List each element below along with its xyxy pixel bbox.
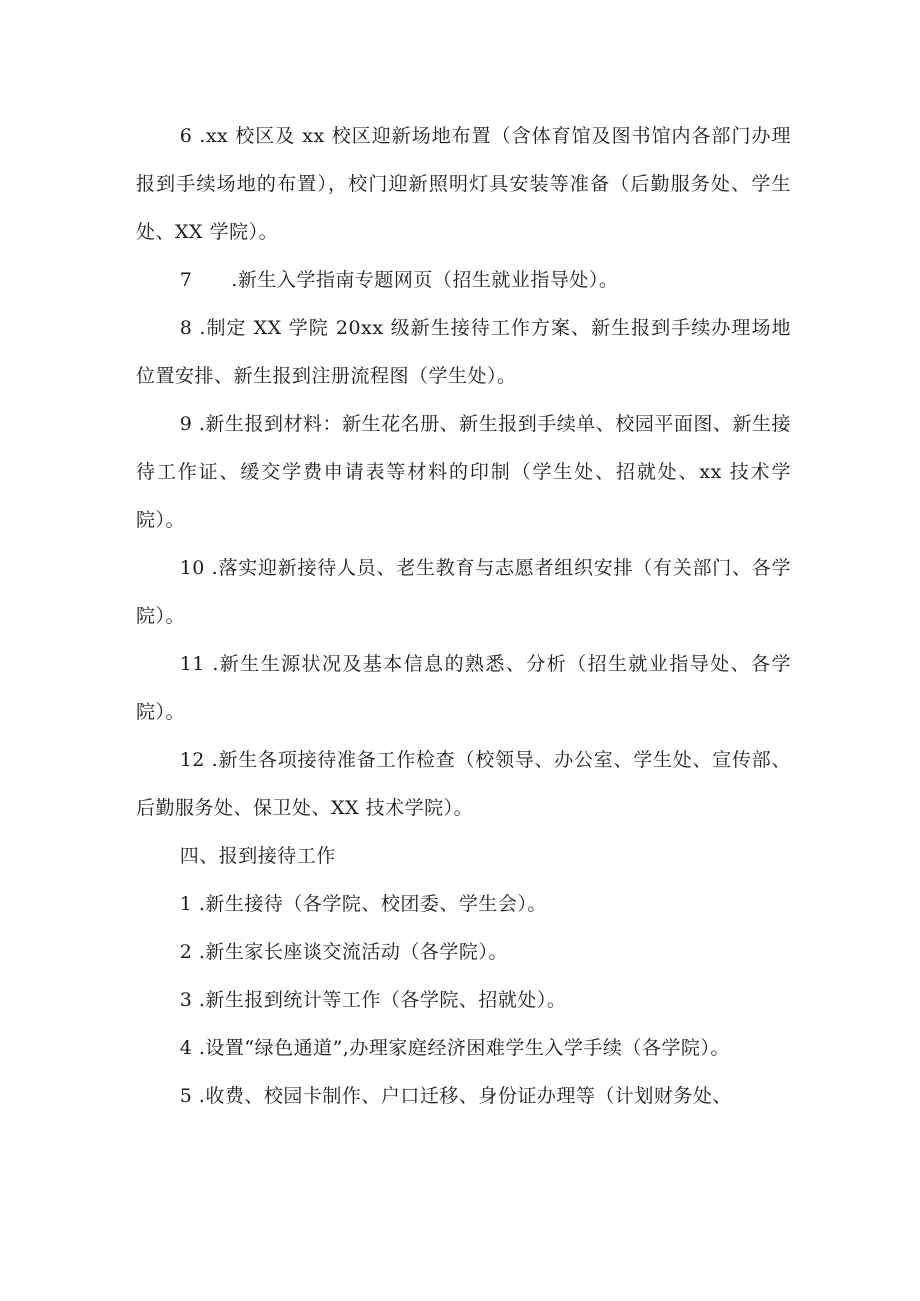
paragraph-item-6: 6 .xx 校区及 xx 校区迎新场地布置（含体育馆及图书馆内各部门办理报到手续场地的布置），校门迎新照明灯具安装等准备（后勤服务处、学生处、XX 学院）。 bbox=[136, 125, 791, 243]
paragraph-item-11: 11 .新生生源状况及基本信息的熟悉、分析（招生就业指导处、各学院）。 bbox=[136, 653, 791, 723]
paragraph-item-7: 7 .新生入学指南专题网页（招生就业指导处）。 bbox=[179, 269, 619, 291]
paragraph-item-5: 5 .收费、校园卡制作、户口迁移、身份证办理等（计划财务处、 bbox=[179, 1085, 732, 1107]
document-body bbox=[136, 112, 791, 1120]
paragraph-item-10: 10 .落实迎新接待人员、老生教育与志愿者组织安排（有关部门、各学院）。 bbox=[136, 557, 791, 627]
paragraph-item-4: 4 .设置“绿色通道”,办理家庭经济困难学生入学手续（各学院）。 bbox=[179, 1037, 730, 1059]
section-heading: 四、报到接待工作 bbox=[179, 845, 336, 867]
paragraph-item-3: 3 .新生报到统计等工作（各学院、招就处）。 bbox=[179, 989, 567, 1011]
paragraph-item-12: 12 .新生各项接待准备工作检查（校领导、办公室、学生处、宣传部、后勤服务处、保卫处、XX 技术学院）。 bbox=[136, 749, 791, 819]
paragraph-item-2: 2 .新生家长座谈交流活动（各学院）。 bbox=[179, 941, 508, 963]
paragraph-item-1: 1 .新生接待（各学院、校团委、学生会）。 bbox=[179, 893, 547, 915]
paragraph-item-8: 8 .制定 XX 学院 20xx 级新生接待工作方案、新生报到手续办理场地位置安排、新生报到注册流程图（学生处）。 bbox=[136, 317, 791, 387]
paragraph-item-9: 9 .新生报到材料：新生花名册、新生报到手续单、校园平面图、新生接待工作证、缓交学费申请表等材料的印制（学生处、招就处、xx 技术学院）。 bbox=[136, 413, 791, 531]
